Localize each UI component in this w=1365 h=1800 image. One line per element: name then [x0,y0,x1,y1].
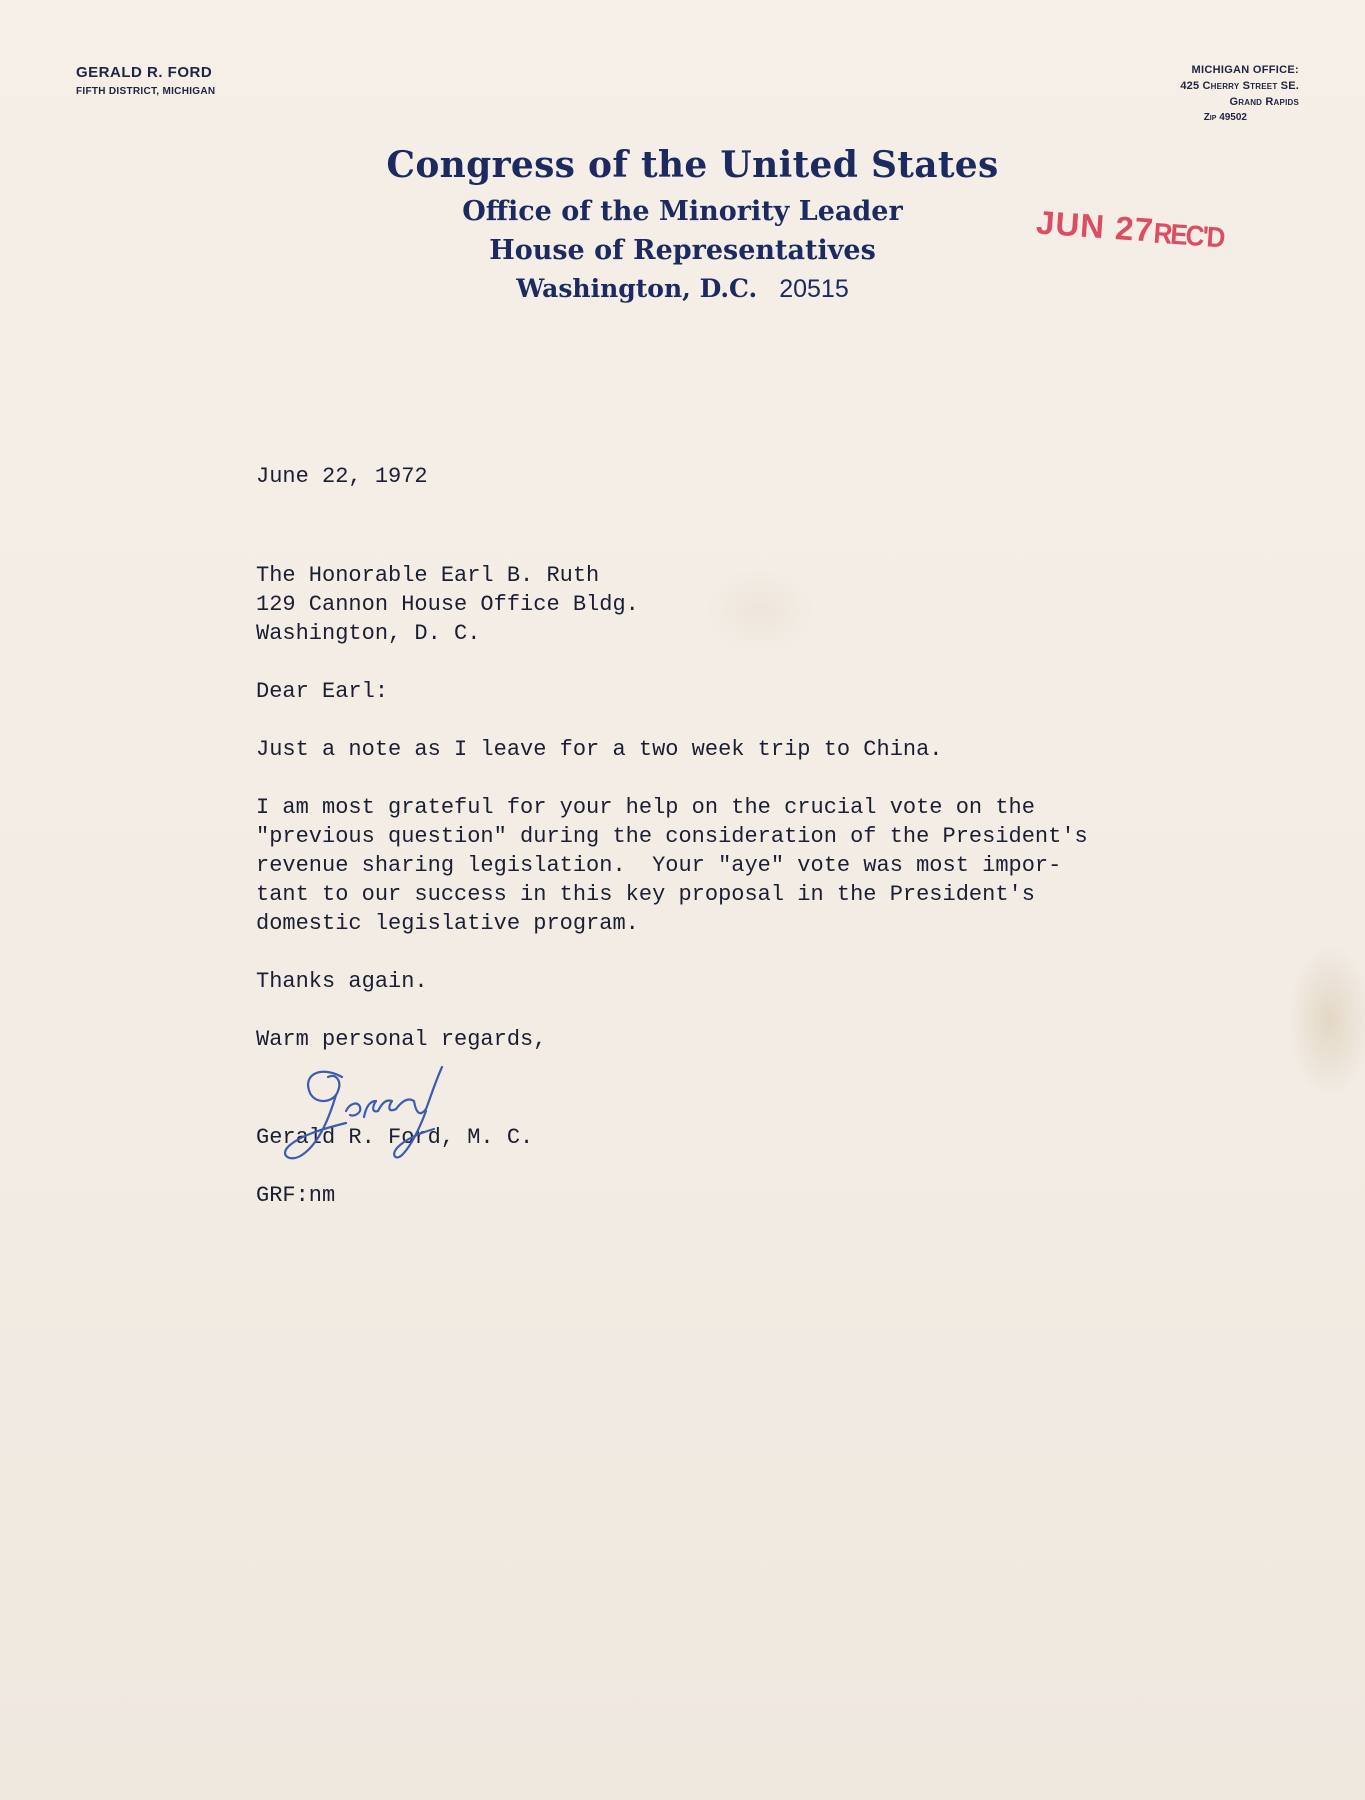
reference-initials: GRF:nm [256,1183,336,1208]
office-label: MICHIGAN OFFICE: [1191,64,1299,76]
sender-block [76,64,215,97]
office-street: 425 Cherry Street SE. [1180,80,1299,92]
paragraph-2-line: I am most grateful for your help on the crucial vote on the [256,795,1035,820]
masthead-city: Washington, D.C. [516,274,758,303]
masthead-zip: 20515 [779,275,849,303]
recipient-line: Washington, D. C. [256,621,481,646]
paragraph-2-line: revenue sharing legislation. Your "aye" vote was most impor- [256,853,1062,878]
signature [250,1055,530,1165]
closing: Warm personal regards, [256,1027,547,1052]
recipient-line: The Honorable Earl B. Ruth [256,563,600,588]
sender-name: GERALD R. FORD [76,64,213,81]
paragraph-1: Just a note as I leave for a two week trip to China. [256,737,943,762]
masthead-title: Congress of the United States [386,144,999,186]
signature-drawing [250,1055,530,1165]
sender-district: FIFTH DISTRICT, MICHIGAN [76,86,216,97]
recipient-line: 129 Cannon House Office Bldg. [256,592,639,617]
office-zip: Zip 49502 [1203,112,1247,123]
salutation: Dear Earl: [256,679,389,704]
masthead-address [0,274,1365,304]
paragraph-2-line: "previous question" during the consideration of the President's [256,824,1088,849]
signatory-name: Gerald R. Ford, M. C. [256,1125,534,1150]
masthead-house: House of Representatives [489,235,876,266]
michigan-office-block [1180,64,1299,123]
paragraph-2-line: domestic legislative program. [256,911,639,936]
paragraph-2-line: tant to our success in this key proposal in the President's [256,882,1035,907]
masthead-office: Office of the Minority Leader [462,196,903,227]
paragraph-3: Thanks again. [256,969,428,994]
received-date: JUN 27 [1034,203,1156,249]
received-suffix: REC'D [1152,216,1225,254]
letter-date: June 22, 1972 [256,464,428,489]
office-city: Grand Rapids [1229,96,1299,108]
